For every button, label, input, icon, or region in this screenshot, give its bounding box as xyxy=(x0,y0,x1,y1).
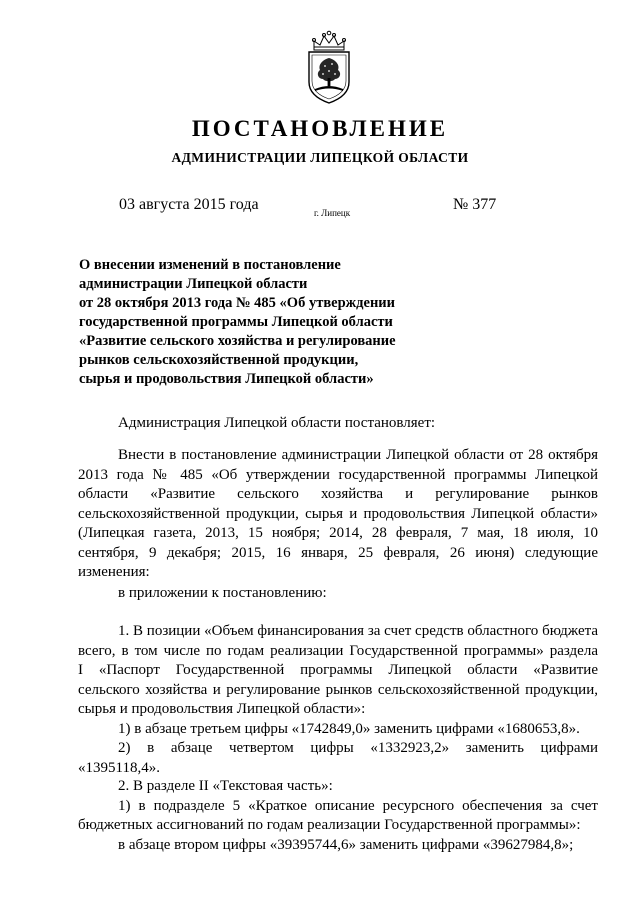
heading-line: О внесении изменений в постановление xyxy=(79,257,341,273)
heading-line: государственной программы Липецкой области xyxy=(79,314,393,330)
paragraph-line: I «Паспорт Государственной программы Липецкой области «Развитие xyxy=(78,662,598,678)
intro-text: Администрация Липецкой области постановляет: xyxy=(118,415,436,431)
paragraph-line: 2013 года № 485 «Об утверждении государственной программы Липецкой xyxy=(78,466,598,483)
paragraph-item-2 xyxy=(78,777,598,855)
paragraph-line: 2. В разделе II «Текстовая часть»: xyxy=(118,778,333,794)
paragraph-line: в абзаце втором цифры «39395744,6» заменить цифрами «39627984,8»; xyxy=(118,836,574,853)
coat-of-arms-icon xyxy=(304,30,354,106)
document-subtitle: АДМИНИСТРАЦИИ ЛИПЕЦКОЙ ОБЛАСТИ xyxy=(171,150,469,165)
paragraph-line: (Липецкая газета, 2013, 15 ноября; 2014, 28 февраля, 7 мая, 18 июля, 10 xyxy=(78,525,598,541)
paragraph-main xyxy=(78,446,598,583)
document-city: г. Липецк xyxy=(314,208,351,218)
paragraph-appendix xyxy=(78,584,598,604)
paragraph-line: «1395118,4». xyxy=(78,759,160,776)
paragraph-line: 1. В позиции «Объем финансирования за счет средств областного бюджета xyxy=(118,623,598,639)
document-date: 03 августа 2015 года xyxy=(119,196,259,213)
heading-line: «Развитие сельского хозяйства и регулирование xyxy=(79,333,396,349)
document-heading xyxy=(79,256,439,389)
document-title: ПОСТАНОВЛЕНИЕ xyxy=(191,116,449,141)
paragraph-line: сельского хозяйства и регулирование рынков сельскохозяйственной продукции, xyxy=(78,681,598,698)
heading-line: рынков сельскохозяйственной продукции, xyxy=(79,352,359,368)
heading-line: сырья и продовольствия Липецкой области» xyxy=(79,371,374,387)
paragraph-line: бюджетных ассигнований по годам реализации Государственной программы»: xyxy=(78,817,581,833)
paragraph-line: изменения: xyxy=(78,564,150,580)
paragraph-line: сентября, 9 декабря; 2015, 16 января, 25 февраля, 26 июня) следующие xyxy=(78,544,598,561)
paragraph-line: сельскохозяйственной продукции, сырья и продовольствия Липецкой области» xyxy=(78,505,598,522)
paragraph-line: сырья и продовольствия Липецкой области»: xyxy=(78,701,366,717)
paragraph-line: 1) в подразделе 5 «Краткое описание ресурсного обеспечения за счет xyxy=(118,797,598,814)
intro-paragraph xyxy=(78,414,598,434)
document-number: № 377 xyxy=(453,196,497,213)
heading-line: от 28 октября 2013 года № 485 «Об утверждении xyxy=(79,295,396,311)
paragraph-line: Внести в постановление администрации Липецкой области от 28 октября xyxy=(118,447,598,463)
paragraph-line: всего, в том числе по годам реализации Государственной программы» раздела xyxy=(78,642,598,659)
heading-line: администрации Липецкой области xyxy=(79,276,308,292)
paragraph-item-1 xyxy=(78,622,598,778)
paragraph-line: области «Развитие сельского хозяйства и регулирование рынков xyxy=(78,486,598,502)
paragraph-line: 2) в абзаце четвертом цифры «1332923,2» заменить цифрами xyxy=(118,740,598,756)
paragraph-line: 1) в абзаце третьем цифры «1742849,0» заменить цифрами «1680653,8». xyxy=(118,720,580,737)
appendix-text: в приложении к постановлению: xyxy=(118,585,327,601)
